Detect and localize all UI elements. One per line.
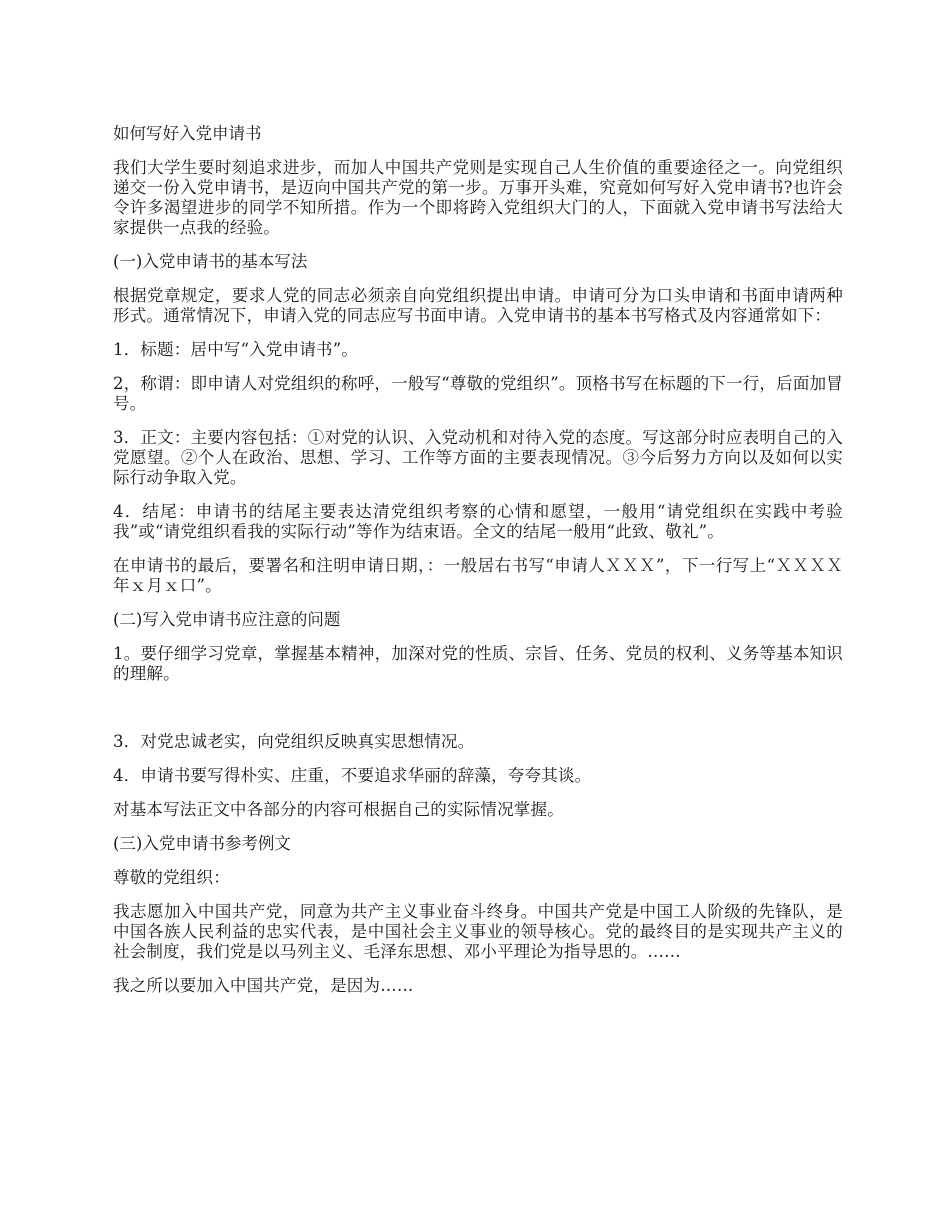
section-3-heading: (三)入党申请书参考例文 bbox=[113, 834, 291, 853]
section-1-item-4: 4．结尾：申请书的结尾主要表达清党组织考察的心情和愿望，一般用“请党组织在实践中考验我”或“请党组织看我的实际行动”等作为结束语。全文的结尾一般用“此致、敬礼”。 bbox=[113, 502, 843, 541]
section-3-body-1: 我志愿加入中国共产党，同意为共产主义事业奋斗终身。中国共产党是中国工人阶级的先锋队，是中国各族人民利益的忠实代表，是中国社会主义事业的领导核心。党的最终目的是实现共产主义的社会制度，我们党是以马列主义、毛泽东思想、邓小平理论为指导思的。…… bbox=[113, 902, 843, 961]
section-1-heading: (一)入党申请书的基本写法 bbox=[113, 252, 308, 271]
section-1-intro: 根据党章规定，要求人党的同志必须亲自向党组织提出申请。申请可分为口头申请和书面申请两种形式。通常情况下，申请入党的同志应写书面申请。入党申请书的基本书写格式及内容通常如下： bbox=[113, 286, 843, 325]
section-2-item-4: 4．申请书要写得朴实、庄重，不要追求华丽的辞藻，夸夸其谈。 bbox=[113, 766, 592, 785]
document-title: 如何写好入党申请书 bbox=[113, 124, 262, 143]
section-1-closing: 在申请书的最后，要署名和注明申请日期，：一般居右书写“申请人ＸＸＸ”，下一行写上“ＸＸＸＸ年ｘ月ｘ口”。 bbox=[113, 556, 843, 595]
section-1-item-1: 1．标题：居中写“入党申请书”。 bbox=[113, 340, 359, 359]
blank-gap bbox=[113, 698, 843, 732]
section-1-item-2: 2，称谓：即申请人对党组织的称呼，一般写“尊敬的党组织”。顶格书写在标题的下一行，后面加冒号。 bbox=[113, 374, 843, 413]
intro-paragraph: 我们大学生要时刻追求进步，而加人中国共产党则是实现自己人生价值的重要途径之一。向党组织递交一份入党申请书，是迈向中国共产党的第一步。万事开头难，究竟如何写好入党申请书?也许会令许多渴望进步的同学不知所措。作为一个即将跨入党组织大门的人，下面就入党申请书写法给大家提供一点我的经验。 bbox=[113, 158, 843, 237]
section-1-item-3: 3．正文：主要内容包括：①对党的认识、入党动机和对待入党的态度。写这部分时应表明自己的入党愿望。②个人在政治、思想、学习、工作等方面的主要表现情况。③今后努力方向以及如何以实际行动争取入党。 bbox=[113, 428, 843, 487]
section-3-body-2: 我之所以要加入中国共产党，是因为…… bbox=[113, 976, 414, 995]
section-2-item-1: 1。要仔细学习党章，掌握基本精神，加深对党的性质、宗旨、任务、党员的权利、义务等基本知识的理解。 bbox=[113, 644, 843, 683]
section-3-salutation: 尊敬的党组织： bbox=[113, 868, 230, 887]
document-page bbox=[113, 124, 843, 1010]
section-2-note: 对基本写法正文中各部分的内容可根据自己的实际情况掌握。 bbox=[113, 800, 564, 819]
section-2-heading: (二)写入党申请书应注意的问题 bbox=[113, 610, 341, 629]
section-2-item-3: 3．对党忠诚老实，向党组织反映真实思想情况。 bbox=[113, 732, 475, 751]
